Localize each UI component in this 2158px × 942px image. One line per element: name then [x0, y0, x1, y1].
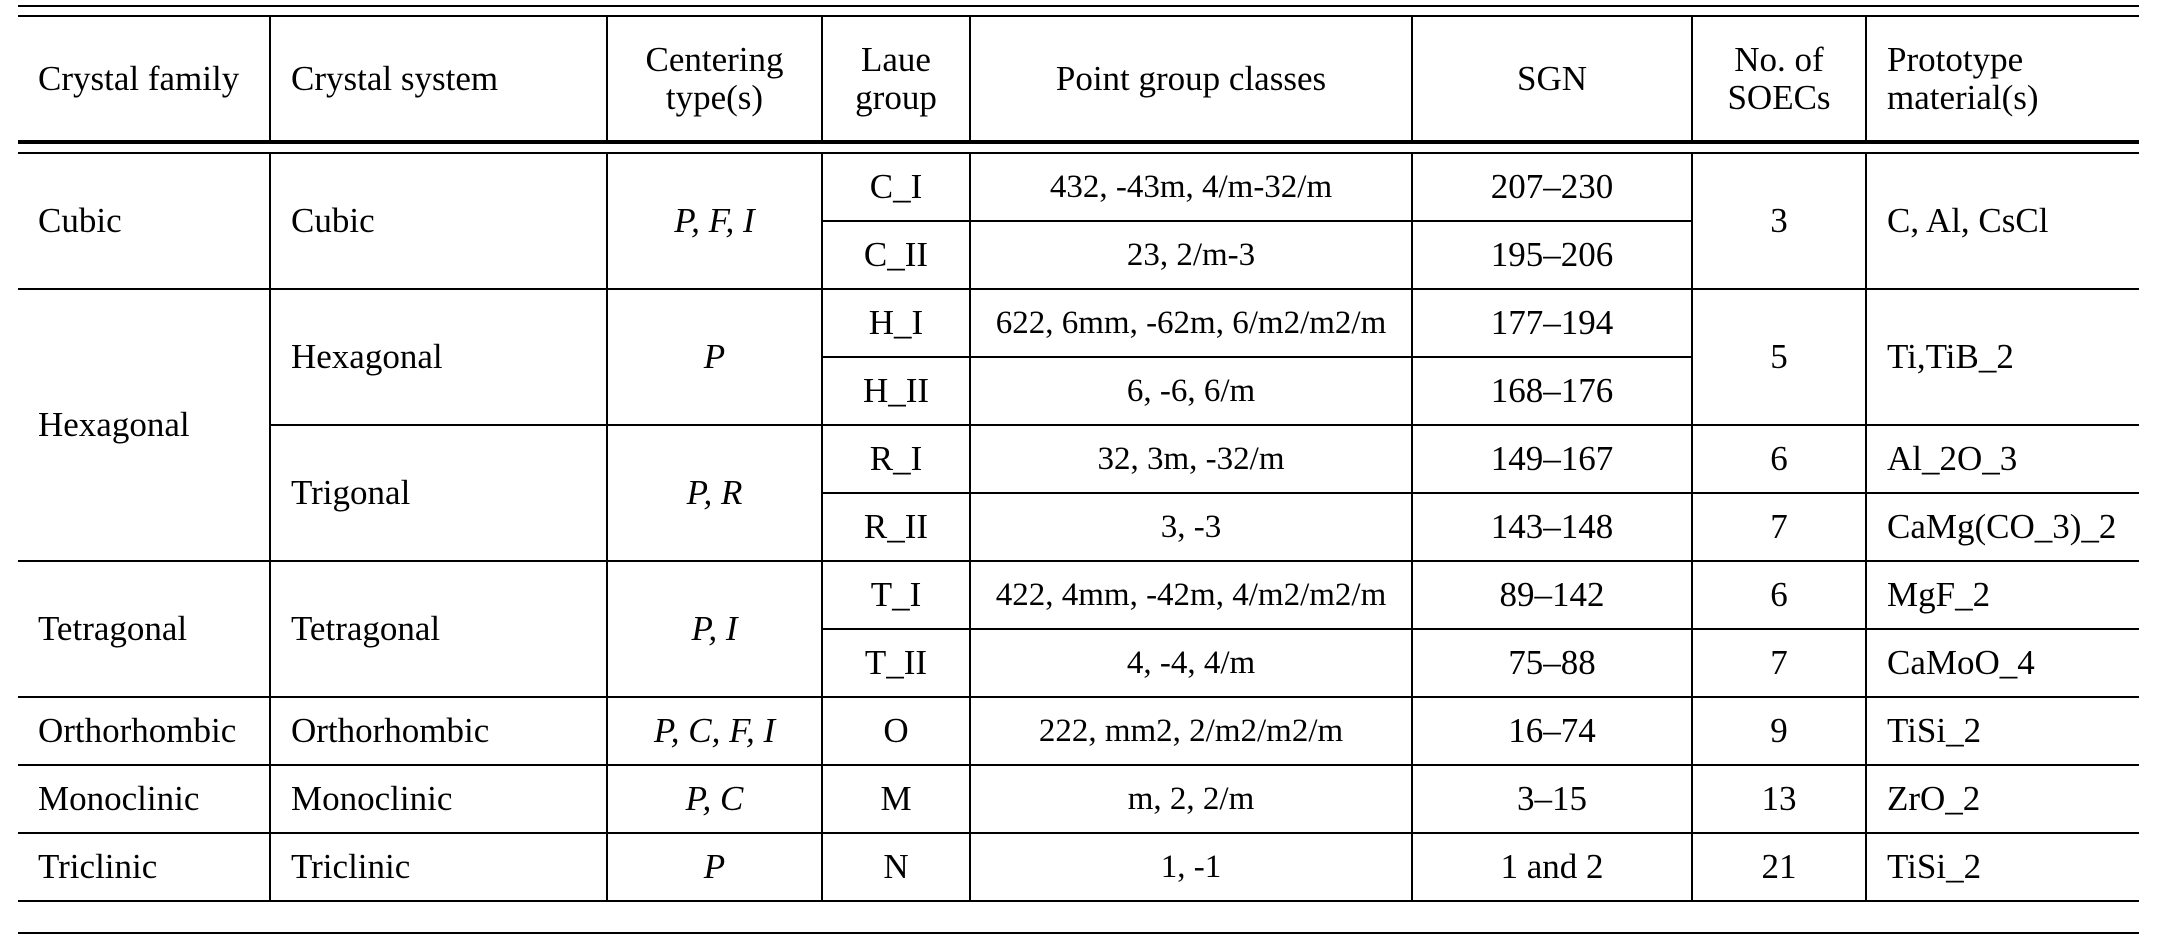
prototype-cell: TiSi_2 — [1866, 697, 2139, 765]
sgn-cell: 149–167 — [1412, 425, 1692, 493]
crystal-system-cell: Trigonal — [270, 425, 607, 561]
laue-group-cell: C_I — [822, 153, 970, 221]
prototype-cell: CaMoO_4 — [1866, 629, 2139, 697]
sgn-cell: 89–142 — [1412, 561, 1692, 629]
crystal-family-cell: Orthorhombic — [18, 697, 270, 765]
sgn-cell: 3–15 — [1412, 765, 1692, 833]
sgn-cell: 1 and 2 — [1412, 833, 1692, 901]
bottom-rule — [18, 932, 2139, 934]
sgn-cell: 168–176 — [1412, 357, 1692, 425]
soecs-cell: 21 — [1692, 833, 1866, 901]
table-row — [18, 765, 2139, 833]
centering-cell: P, C, F, I — [607, 697, 822, 765]
soecs-cell: 3 — [1692, 153, 1866, 289]
crystal-system-cell: Hexagonal — [270, 289, 607, 425]
table-row — [18, 833, 2139, 901]
sgn-cell: 16–74 — [1412, 697, 1692, 765]
crystal-family-cell: Triclinic — [18, 833, 270, 901]
soecs-cell: 5 — [1692, 289, 1866, 425]
table-row — [18, 561, 2139, 629]
prototype-cell: C, Al, CsCl — [1866, 153, 2139, 289]
point-groups-cell: 222, mm2, 2/m2/m2/m — [970, 697, 1412, 765]
sgn-cell: 143–148 — [1412, 493, 1692, 561]
header-crystal-system: Crystal system — [270, 16, 607, 141]
prototype-cell: Ti,TiB_2 — [1866, 289, 2139, 425]
header-soecs: No. of SOECs — [1692, 16, 1866, 141]
top-rule — [18, 5, 2139, 7]
soecs-cell: 7 — [1692, 629, 1866, 697]
prototype-cell: ZrO_2 — [1866, 765, 2139, 833]
laue-group-cell: C_II — [822, 221, 970, 289]
crystal-system-cell: Monoclinic — [270, 765, 607, 833]
soecs-cell: 7 — [1692, 493, 1866, 561]
point-groups-cell: 3, -3 — [970, 493, 1412, 561]
laue-group-cell: H_II — [822, 357, 970, 425]
point-groups-cell: m, 2, 2/m — [970, 765, 1412, 833]
header-centering: Centering type(s) — [607, 16, 822, 141]
header-laue-group: Laue group — [822, 16, 970, 141]
soecs-cell: 13 — [1692, 765, 1866, 833]
laue-group-cell: R_I — [822, 425, 970, 493]
centering-cell: P, C — [607, 765, 822, 833]
point-groups-cell: 432, -43m, 4/m-32/m — [970, 153, 1412, 221]
point-groups-cell: 622, 6mm, -62m, 6/m2/m2/m — [970, 289, 1412, 357]
crystal-family-cell: Monoclinic — [18, 765, 270, 833]
laue-group-cell: O — [822, 697, 970, 765]
sgn-cell: 75–88 — [1412, 629, 1692, 697]
soecs-cell: 6 — [1692, 561, 1866, 629]
point-groups-cell: 32, 3m, -32/m — [970, 425, 1412, 493]
laue-group-cell: T_I — [822, 561, 970, 629]
crystal-system-cell: Cubic — [270, 153, 607, 289]
crystal-family-cell: Tetragonal — [18, 561, 270, 697]
prototype-cell: CaMg(CO_3)_2 — [1866, 493, 2139, 561]
point-groups-cell: 4, -4, 4/m — [970, 629, 1412, 697]
point-groups-cell: 23, 2/m-3 — [970, 221, 1412, 289]
crystal-system-cell: Tetragonal — [270, 561, 607, 697]
soecs-cell: 6 — [1692, 425, 1866, 493]
crystal-system-cell: Orthorhombic — [270, 697, 607, 765]
crystal-table — [18, 152, 2139, 902]
prototype-cell: MgF_2 — [1866, 561, 2139, 629]
centering-cell: P — [607, 289, 822, 425]
point-groups-cell: 6, -6, 6/m — [970, 357, 1412, 425]
sgn-cell: 195–206 — [1412, 221, 1692, 289]
laue-group-cell: T_II — [822, 629, 970, 697]
crystal-family-cell: Hexagonal — [18, 289, 270, 561]
centering-cell: P, I — [607, 561, 822, 697]
centering-cell: P, R — [607, 425, 822, 561]
laue-group-cell: H_I — [822, 289, 970, 357]
centering-cell: P, F, I — [607, 153, 822, 289]
sgn-cell: 177–194 — [1412, 289, 1692, 357]
table-header — [18, 15, 2139, 142]
sgn-cell: 207–230 — [1412, 153, 1692, 221]
table-row — [18, 153, 2139, 221]
laue-group-cell: R_II — [822, 493, 970, 561]
laue-group-cell: N — [822, 833, 970, 901]
point-groups-cell: 1, -1 — [970, 833, 1412, 901]
table-row — [18, 289, 2139, 357]
laue-group-cell: M — [822, 765, 970, 833]
crystal-family-cell: Cubic — [18, 153, 270, 289]
table-row — [18, 425, 2139, 493]
header-point-groups: Point group classes — [970, 16, 1412, 141]
header-row — [18, 16, 2139, 141]
point-groups-cell: 422, 4mm, -42m, 4/m2/m2/m — [970, 561, 1412, 629]
header-rule — [18, 142, 2139, 144]
prototype-cell: Al_2O_3 — [1866, 425, 2139, 493]
soecs-cell: 9 — [1692, 697, 1866, 765]
centering-cell: P — [607, 833, 822, 901]
crystal-system-cell: Triclinic — [270, 833, 607, 901]
table-row — [18, 697, 2139, 765]
prototype-cell: TiSi_2 — [1866, 833, 2139, 901]
header-crystal-family: Crystal family — [18, 16, 270, 141]
header-prototype: Prototype material(s) — [1866, 16, 2139, 141]
header-sgn: SGN — [1412, 16, 1692, 141]
